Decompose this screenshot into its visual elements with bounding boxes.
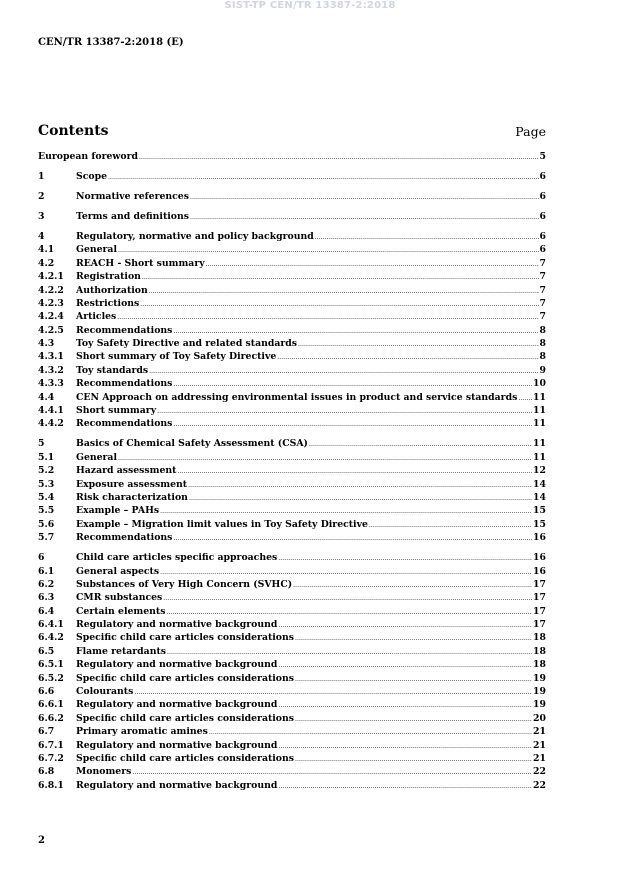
toc-entry-title: Normative references (76, 190, 189, 202)
toc-entry-number: 1 (38, 170, 45, 182)
toc-entry-title: Example – PAHs (76, 505, 160, 517)
toc-entry[interactable] (38, 465, 546, 478)
toc-dot-leader (118, 247, 539, 254)
toc-dot-leader (190, 214, 539, 221)
toc-dot-leader (293, 582, 532, 589)
toc-entry[interactable] (38, 646, 546, 659)
toc-entry-title: Regulatory and normative background (76, 779, 278, 791)
toc-entry[interactable] (38, 780, 546, 793)
toc-entry-page: 16 (533, 565, 546, 577)
toc-entry-title: Terms and definitions (76, 210, 189, 222)
toc-entry[interactable] (38, 505, 546, 518)
toc-entry-number: 5.2 (38, 465, 55, 477)
toc-entry-title: General (76, 451, 117, 463)
toc-dot-leader (134, 689, 532, 696)
toc-entry-page: 7 (539, 297, 546, 309)
toc-entry-number: 6.8.1 (38, 779, 64, 791)
toc-entry-number: 4.4 (38, 391, 55, 403)
toc-entry-number: 6.3 (38, 592, 55, 604)
toc-entry-page: 11 (533, 405, 546, 417)
toc-entry-title: Toy Safety Directive and related standards (76, 338, 298, 350)
toc-entry-number: 6.8 (38, 766, 55, 778)
toc-entry-page: 22 (533, 779, 546, 791)
toc-entry-page: 6 (539, 244, 546, 256)
toc-entry[interactable] (38, 285, 546, 298)
toc-entry-number: 5.1 (38, 451, 55, 463)
toc-dot-leader (167, 649, 532, 656)
toc-entry[interactable] (38, 418, 546, 431)
toc-entry-number: 5.4 (38, 491, 55, 503)
toc-entry-number: 6 (38, 552, 45, 564)
toc-entry-page: 6 (539, 190, 546, 202)
toc-entry-page: 6 (539, 170, 546, 182)
toc-entry[interactable] (38, 338, 546, 351)
toc-entry-page: 19 (533, 672, 546, 684)
toc-dot-leader (166, 609, 532, 616)
toc-entry-number: 5 (38, 438, 45, 450)
page-number: 2 (38, 835, 45, 846)
toc-entry[interactable] (38, 438, 546, 451)
toc-entry-title: Regulatory and normative background (76, 699, 278, 711)
toc-entry-page: 7 (539, 257, 546, 269)
toc-entry-title: Monomers (76, 766, 132, 778)
toc-entry-page: 7 (539, 284, 546, 296)
toc-entry[interactable] (38, 365, 546, 378)
toc-entry-title: Substances of Very High Concern (SVHC) (76, 578, 293, 590)
toc-entry-title: General (76, 244, 117, 256)
toc-entry-number: 6.6 (38, 686, 55, 698)
toc-entry[interactable] (38, 686, 546, 699)
document-header: CEN/TR 13387-2:2018 (E) (38, 37, 184, 48)
toc-entry-title: European foreword (38, 151, 138, 162)
toc-entry-page: 15 (533, 505, 546, 517)
toc-entry-title: Risk characterization (76, 491, 188, 503)
toc-dot-leader (118, 455, 532, 462)
toc-entry[interactable] (38, 378, 546, 391)
toc-entry-number: 4.3 (38, 338, 55, 350)
toc-entry[interactable] (38, 659, 546, 672)
toc-entry-title: Short summary (76, 405, 157, 417)
toc-entry-title: Registration (76, 271, 141, 283)
toc-entry-number: 6.1 (38, 565, 55, 577)
toc-entry[interactable] (38, 492, 546, 505)
table-of-contents (38, 151, 546, 793)
toc-entry-title: Authorization (76, 284, 148, 296)
toc-dot-leader (173, 535, 532, 542)
toc-entry-page: 12 (533, 465, 546, 477)
toc-entry-number: 4.2.1 (38, 271, 64, 283)
toc-entry[interactable] (38, 713, 546, 726)
toc-entry-page: 18 (533, 645, 546, 657)
toc-entry[interactable] (38, 673, 546, 686)
toc-entry[interactable] (38, 271, 546, 284)
toc-entry-number: 6.6.1 (38, 699, 64, 711)
toc-entry-number: 4.4.1 (38, 405, 64, 417)
toc-entry[interactable] (38, 579, 546, 592)
toc-entry-page: 8 (539, 351, 546, 363)
toc-entry-title: Regulatory and normative background (76, 619, 278, 631)
toc-entry-number: 6.5.2 (38, 672, 64, 684)
toc-entry-page: 8 (539, 338, 546, 350)
toc-entry-title: Primary aromatic amines (76, 726, 208, 738)
toc-entry-number: 4.2.3 (38, 297, 64, 309)
toc-entry[interactable] (38, 151, 546, 164)
toc-entry[interactable] (38, 452, 546, 465)
toc-entry-number: 4.3.1 (38, 351, 64, 363)
toc-dot-leader (132, 769, 532, 776)
toc-dot-leader (309, 441, 532, 448)
toc-entry[interactable] (38, 699, 546, 712)
toc-dot-leader (139, 154, 539, 161)
toc-dot-leader (278, 662, 532, 669)
toc-entry-number: 6.4.2 (38, 632, 64, 644)
toc-entry-page: 17 (533, 619, 546, 631)
toc-entry-page: 18 (533, 632, 546, 644)
toc-entry[interactable] (38, 258, 546, 271)
toc-entry-page: 5 (539, 151, 546, 162)
toc-entry[interactable] (38, 244, 546, 257)
toc-entry-title: Colourants (76, 686, 134, 698)
toc-entry-title: Exposure assessment (76, 478, 188, 490)
toc-entry-title: General aspects (76, 565, 160, 577)
toc-entry[interactable] (38, 592, 546, 605)
toc-entry-page: 17 (533, 605, 546, 617)
toc-entry-number: 6.7.1 (38, 739, 64, 751)
toc-entry-number: 6.4 (38, 605, 55, 617)
toc-entry-title: Basics of Chemical Safety Assessment (CSA) (76, 438, 308, 450)
toc-entry-title: CMR substances (76, 592, 163, 604)
toc-dot-leader (277, 354, 538, 361)
toc-dot-leader (108, 174, 539, 181)
toc-entry[interactable] (38, 392, 546, 405)
toc-dot-leader (315, 234, 539, 241)
toc-entry-number: 2 (38, 190, 45, 202)
contents-title: Contents (38, 123, 109, 139)
toc-entry-page: 20 (533, 712, 546, 724)
toc-dot-leader (117, 314, 538, 321)
toc-dot-leader (189, 495, 532, 502)
toc-entry-title: Specific child care articles considerations (76, 712, 295, 724)
toc-dot-leader (278, 555, 532, 562)
toc-entry-title: Toy standards (76, 364, 149, 376)
toc-dot-leader (190, 194, 539, 201)
toc-entry-number: 6.7 (38, 726, 55, 738)
toc-dot-leader (278, 783, 532, 790)
toc-entry[interactable] (38, 479, 546, 492)
toc-entry-page: 21 (533, 752, 546, 764)
toc-entry-title: Articles (76, 311, 117, 323)
toc-entry-title: Recommendations (76, 532, 173, 544)
toc-dot-leader (295, 635, 532, 642)
toc-entry-title: Specific child care articles considerations (76, 632, 295, 644)
toc-entry-number: 4 (38, 230, 45, 242)
toc-entry[interactable] (38, 619, 546, 632)
toc-entry-page: 22 (533, 766, 546, 778)
toc-entry-title: REACH - Short summary (76, 257, 205, 269)
toc-entry-title: Child care articles specific approaches (76, 552, 278, 564)
toc-entry[interactable] (38, 405, 546, 418)
toc-entry[interactable] (38, 171, 546, 184)
toc-entry[interactable] (38, 632, 546, 645)
toc-entry-page: 11 (533, 418, 546, 430)
toc-entry[interactable] (38, 566, 546, 579)
toc-dot-leader (278, 622, 532, 629)
toc-dot-leader (173, 328, 538, 335)
toc-entry-title: Recommendations (76, 378, 173, 390)
toc-entry[interactable] (38, 753, 546, 766)
toc-entry[interactable] (38, 519, 546, 532)
toc-entry-title: Regulatory and normative background (76, 659, 278, 671)
toc-entry-page: 17 (533, 592, 546, 604)
toc-entry-page: 6 (539, 210, 546, 222)
toc-entry-page: 6 (539, 230, 546, 242)
toc-dot-leader (149, 288, 539, 295)
toc-dot-leader (188, 482, 532, 489)
toc-entry-page: 21 (533, 726, 546, 738)
toc-dot-leader (206, 261, 539, 268)
toc-dot-leader (278, 743, 532, 750)
contents-page-label: Page (515, 124, 546, 139)
toc-entry[interactable] (38, 726, 546, 739)
toc-dot-leader (295, 716, 532, 723)
toc-entry[interactable] (38, 740, 546, 753)
toc-dot-leader (295, 676, 532, 683)
toc-entry-page: 15 (533, 518, 546, 530)
toc-entry-number: 5.5 (38, 505, 55, 517)
toc-entry-page: 16 (533, 532, 546, 544)
toc-entry-title: CEN Approach on addressing environmental issues in product and service standards (76, 391, 518, 403)
toc-entry[interactable] (38, 532, 546, 545)
toc-dot-leader (173, 421, 532, 428)
toc-entry-page: 14 (533, 478, 546, 490)
toc-entry[interactable] (38, 298, 546, 311)
toc-entry-number: 4.2 (38, 257, 55, 269)
toc-entry-page: 21 (533, 739, 546, 751)
toc-entry[interactable] (38, 311, 546, 324)
toc-entry-page: 9 (539, 364, 546, 376)
toc-entry-page: 7 (539, 311, 546, 323)
toc-dot-leader (173, 381, 532, 388)
toc-entry-title: Regulatory, normative and policy background (76, 230, 314, 242)
toc-entry-title: Hazard assessment (76, 465, 177, 477)
toc-entry-number: 4.2.2 (38, 284, 64, 296)
toc-entry[interactable] (38, 325, 546, 338)
toc-entry-number: 6.6.2 (38, 712, 64, 724)
toc-entry-title: Example – Migration limit values in Toy Safety Directive (76, 518, 368, 530)
toc-entry-number: 4.3.3 (38, 378, 64, 390)
toc-entry-page: 11 (533, 391, 546, 403)
toc-dot-leader (149, 368, 538, 375)
contents-heading (38, 123, 546, 139)
toc-entry-title: Short summary of Toy Safety Directive (76, 351, 277, 363)
toc-entry-title: Flame retardants (76, 645, 166, 657)
toc-dot-leader (160, 569, 532, 576)
toc-entry-title: Scope (76, 170, 107, 182)
toc-entry-page: 17 (533, 578, 546, 590)
toc-entry-title: Recommendations (76, 418, 173, 430)
toc-entry[interactable] (38, 351, 546, 364)
toc-dot-leader (160, 508, 532, 515)
toc-dot-leader (163, 595, 532, 602)
toc-entry-page: 19 (533, 699, 546, 711)
toc-dot-leader (518, 395, 532, 402)
toc-entry-title: Specific child care articles considerations (76, 672, 295, 684)
toc-entry-page: 18 (533, 659, 546, 671)
toc-entry-number: 6.2 (38, 578, 55, 590)
toc-entry-page: 8 (539, 324, 546, 336)
toc-entry-page: 11 (533, 451, 546, 463)
toc-dot-leader (209, 729, 532, 736)
toc-entry-title: Restrictions (76, 297, 140, 309)
toc-entry-number: 5.7 (38, 532, 55, 544)
toc-entry-page: 16 (533, 552, 546, 564)
toc-entry-page: 11 (533, 438, 546, 450)
toc-entry-number: 4.1 (38, 244, 55, 256)
toc-entry[interactable] (38, 211, 546, 224)
toc-entry-number: 3 (38, 210, 45, 222)
toc-entry[interactable] (38, 766, 546, 779)
toc-entry-number: 6.5 (38, 645, 55, 657)
toc-entry[interactable] (38, 231, 546, 244)
toc-dot-leader (369, 522, 532, 529)
toc-entry-title: Certain elements (76, 605, 166, 617)
toc-entry-page: 10 (533, 378, 546, 390)
toc-dot-leader (177, 468, 532, 475)
toc-entry-title: Regulatory and normative background (76, 739, 278, 751)
toc-entry-page: 14 (533, 491, 546, 503)
toc-entry-number: 5.6 (38, 518, 55, 530)
toc-entry-page: 19 (533, 686, 546, 698)
toc-dot-leader (140, 301, 538, 308)
toc-entry-title: Recommendations (76, 324, 173, 336)
toc-entry-number: 6.7.2 (38, 752, 64, 764)
toc-entry-number: 4.3.2 (38, 364, 64, 376)
toc-entry-title: Specific child care articles considerations (76, 752, 295, 764)
toc-entry-number: 4.4.2 (38, 418, 64, 430)
toc-dot-leader (278, 702, 532, 709)
watermark: SIST-TP CEN/TR 13387-2:2018 (224, 0, 396, 11)
toc-entry-number: 6.5.1 (38, 659, 64, 671)
toc-entry-number: 6.4.1 (38, 619, 64, 631)
toc-dot-leader (142, 274, 539, 281)
toc-entry[interactable] (38, 552, 546, 565)
toc-dot-leader (295, 756, 532, 763)
toc-entry-number: 4.2.5 (38, 324, 64, 336)
toc-entry-page: 7 (539, 271, 546, 283)
toc-entry-number: 4.2.4 (38, 311, 64, 323)
toc-dot-leader (157, 408, 532, 415)
toc-entry[interactable] (38, 191, 546, 204)
toc-entry[interactable] (38, 606, 546, 619)
toc-entry-number: 5.3 (38, 478, 55, 490)
toc-dot-leader (298, 341, 538, 348)
